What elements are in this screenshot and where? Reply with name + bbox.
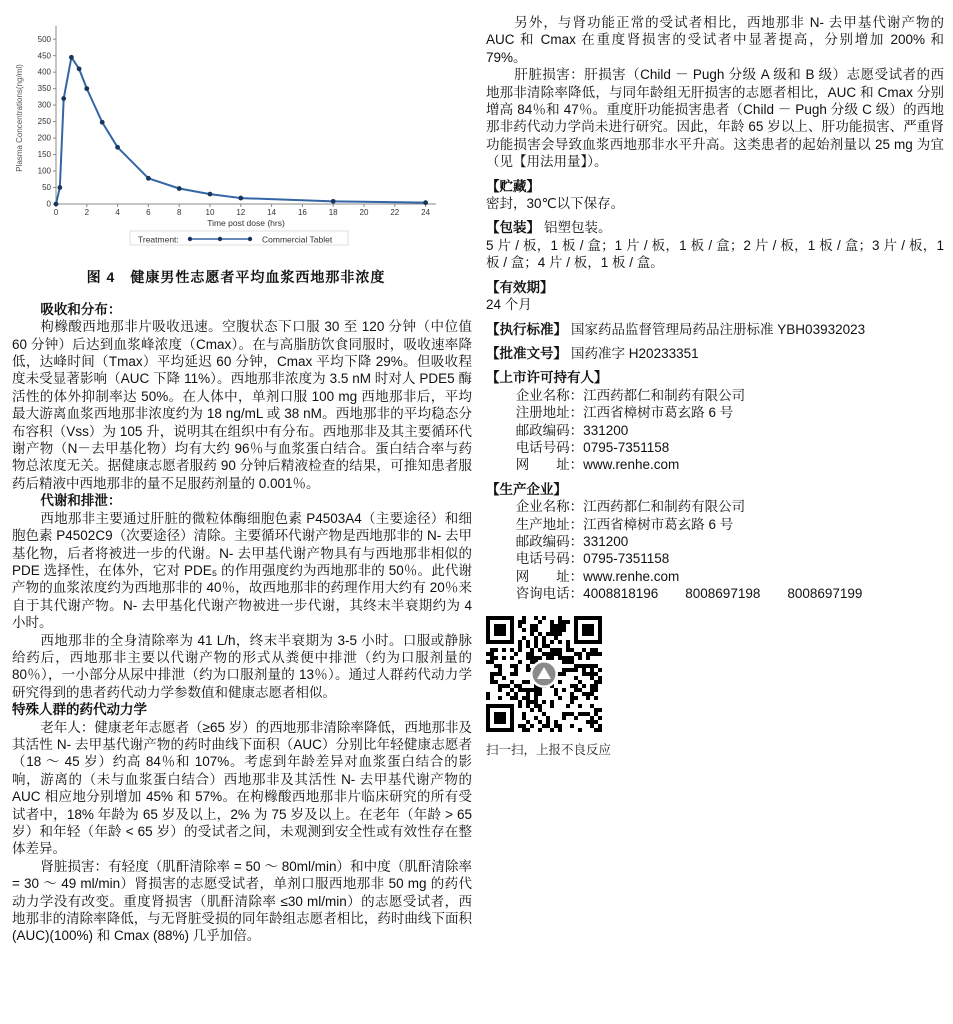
svg-text:12: 12 xyxy=(236,208,246,217)
holder-postal-code: 邮政编码：331200 xyxy=(515,422,629,438)
para-package-inline: 铝塑包装。 xyxy=(544,220,612,236)
svg-text:0: 0 xyxy=(53,208,59,217)
svg-text:Commercial Tablet: Commercial Tablet xyxy=(262,234,333,245)
heading-approval-line xyxy=(486,345,944,362)
heading-approval: 【批准文号】 xyxy=(486,345,567,361)
svg-text:20: 20 xyxy=(359,208,369,217)
svg-text:Plasma Concentrations(ng/ml): Plasma Concentrations(ng/ml) xyxy=(15,64,24,172)
qr-caption: 扫一扫，上报不良反应 xyxy=(486,743,612,757)
holder-phone: 电话号码：0795-7351158 xyxy=(515,439,670,455)
manufacturer-website: 网 址：www.renhe.com xyxy=(515,568,680,584)
svg-text:100: 100 xyxy=(37,166,51,176)
para-storage: 密封，30℃以下保存。 xyxy=(486,196,625,212)
svg-text:10: 10 xyxy=(205,208,215,217)
figure-4 xyxy=(12,18,460,287)
para-absorption: 枸橼酸西地那非片吸收迅速。空腹状态下口服 30 至 120 分钟（中位值 60 分钟）后达到血浆峰浓度（Cmax）。在与高脂肪饮食同服时，吸收速率降低，达峰时间（Tmax）平均延迟 60 分钟，Cmax 平均下降 29%。但吸收程度未受显著影响（AUC 下降 11%）。西地那非浓度为 3.5 nM 时对人 PDE5 酶活性的体外抑制率达 50%。在人体中，单剂口服 100 mg 西地那非后，平均最大游离血浆西地那非浓度约为 18 ng/mL 或 38 nM。西地那非的平均稳态分布容积（Vss）为 105 升，说明其在组织中有分布。西地那非及其主要循环代谢产物（N－去甲基化物）均有大约 96％与血浆蛋白结合。蛋白结合率与药物总浓度无关。据健康志愿者服药 90 分钟后精液检查的结果，可推知患者服药后精液中西地那非的量不足服药剂量的 0.001％。 xyxy=(12,319,472,491)
svg-text:150: 150 xyxy=(37,150,51,160)
qr-block xyxy=(486,616,944,760)
svg-text:14: 14 xyxy=(267,208,277,217)
svg-text:4: 4 xyxy=(115,208,120,217)
heading-license-holder: 【上市许可持有人】 xyxy=(486,370,608,386)
svg-text:250: 250 xyxy=(37,117,51,127)
heading-validity: 【有效期】 xyxy=(486,279,554,295)
svg-text:Treatment:: Treatment: xyxy=(138,234,179,245)
heading-standard-line xyxy=(486,321,944,338)
svg-text:18: 18 xyxy=(328,208,338,217)
manufacturer-company-name: 企业名称：江西药都仁和制药有限公司 xyxy=(515,499,746,515)
svg-text:6: 6 xyxy=(146,208,151,217)
chart-caption: 图 4 健康男性志愿者平均血浆西地那非浓度 xyxy=(86,269,386,286)
svg-text:8: 8 xyxy=(176,208,182,217)
svg-text:0: 0 xyxy=(46,199,51,209)
right-column xyxy=(486,14,944,759)
svg-text:500: 500 xyxy=(37,34,51,44)
heading-manufacturer: 【生产企业】 xyxy=(486,481,567,497)
heading-package-line xyxy=(486,219,944,236)
svg-text:22: 22 xyxy=(390,208,400,217)
svg-text:400: 400 xyxy=(37,67,51,77)
svg-text:2: 2 xyxy=(84,208,90,217)
svg-text:200: 200 xyxy=(37,133,51,143)
para-approval: 国药准字 H20233351 xyxy=(571,345,699,361)
para-metabolism-2: 西地那非的全身清除率为 41 L/h，终末半衰期为 3-5 小时。口服或静脉给药后，西地那非主要以代谢产物的形式从粪便中排泄（约为口服剂量的 80％），一小部分从尿中排泄（约为口服剂量的 13％）。通过人群药代动力学研究得到的患者药代动力学参数值和健康志愿者相似。 xyxy=(12,632,472,700)
svg-text:Time post dose (hrs): Time post dose (hrs) xyxy=(207,218,285,228)
para-validity: 24 个月 xyxy=(486,297,532,313)
manufacturer-postal-code: 邮政编码：331200 xyxy=(515,533,629,549)
svg-text:450: 450 xyxy=(37,51,51,61)
para-renal: 肾脏损害：有轻度（肌酐清除率 = 50 ～ 80ml/min）和中度（肌酐清除率 = 30 ～ 49 ml/min）肾损害的志愿受试者，单剂口服西地那非 50 mg 的药代动力学没有改变。重度肾损害（肌酐清除率 ≤30 ml/min）的志愿受试者，西地那非的清除率降低，与无肾脏受损的同年龄组志愿者相比，药时曲线下面积(AUC)(100%) 和 Cmax (88%) 几乎加倍。 xyxy=(12,858,472,944)
heading-storage: 【贮藏】 xyxy=(486,178,540,194)
heading-standard: 【执行标准】 xyxy=(486,321,567,337)
holder-company-name: 企业名称：江西药都仁和制药有限公司 xyxy=(515,387,746,403)
svg-text:16: 16 xyxy=(297,208,307,217)
left-column xyxy=(12,14,472,945)
svg-text:300: 300 xyxy=(37,100,51,110)
holder-website: 网 址：www.renhe.com xyxy=(515,457,680,473)
heading-special-populations: 特殊人群的药代动力学 xyxy=(12,702,147,718)
manufacturer-address: 生产地址：江西省樟树市葛玄路 6 号 xyxy=(515,516,734,532)
heading-metabolism: 代谢和排泄： xyxy=(40,493,122,509)
svg-text:24: 24 xyxy=(421,208,431,217)
para-package-detail: 5 片 / 板，1 板 / 盒；1 片 / 板，1 板 / 盒；2 片 / 板，1 板 / 盒；3 片 / 板，1 板 / 盒；4 片 / 板，1 板 / 盒。 xyxy=(486,237,944,271)
svg-text:350: 350 xyxy=(37,84,51,94)
para-standard: 国家药品监督管理局药品注册标准 YBH03932023 xyxy=(571,321,866,337)
svg-text:50: 50 xyxy=(42,183,51,193)
para-elderly: 老年人：健康老年志愿者（≥65 岁）的西地那非清除率降低，西地那非及其活性 N- 去甲基代谢产物的药时曲线下面积（AUC）分别比年轻健康志愿者（18 ～ 45 岁）约高 84％和 107%。考虑到年龄差异对血浆蛋白结合的影响，游离的（未与血浆蛋白结合）西地那非及其活性 N- 去甲基代谢产物的 AUC 相应地分别增加 45% 和 57%。在枸橼酸西地那非片临床研究的所有受试者中，18% 年龄为 65 岁及以上，2% 为 75 岁及以上。在老年（年龄 > 65 岁）和年轻（年龄 < 65 岁）的受试者之间，未观测到安全性或有效性存在整体差异。 xyxy=(12,719,472,857)
para-hepatic: 肝脏损害：肝损害（Child － Pugh 分级 A 级和 B 级）志愿受试者的西地那非清除率降低，与同年龄组无肝损害的志愿者相比，AUC 和 Cmax 分别增高 84％和 47％。重度肝功能损害患者（Child － Pugh 分级 C 级）的西地那非药代动力学尚未进行研究。因此，年龄 65 岁以上、肝功能损害、严重肾功能损害会导致血浆西地那非水平升高。这类患者的起始剂量以 25 mg 为宜（见【用法用量】）。 xyxy=(486,67,944,170)
qr-code xyxy=(486,616,602,732)
heading-package: 【包装】 xyxy=(486,220,540,236)
manufacturer-phone: 电话号码：0795-7351158 xyxy=(515,551,670,567)
para-metabolism-1: 西地那非主要通过肝脏的微粒体酶细胞色素 P4503A4（主要途径）和细胞色素 P4502C9（次要途径）清除。主要循环代谢产物是西地那非的 N- 去甲基化物，后者将被进一步的代谢。N- 去甲基代谢产物具有与西地那非相似的 PDE 选择性，在体外，它对 PDE₅ 的作用强度约为西地那非的 50％。此代谢产物的血浆浓度约为西地那非的 40％，故西地那非的药理作用大约有 20％来自于其代谢产物。N- 去甲基化代谢产物被进一步代谢，其终末半衰期约为 4 小时。 xyxy=(12,510,472,631)
para-renal-continued: 另外，与肾功能正常的受试者相比，西地那非 N- 去甲基代谢产物的 AUC 和 Cmax 在重度肾损害的受试者中显著提高，分别增加 200% 和 79%。 xyxy=(486,15,944,65)
heading-absorption: 吸收和分布： xyxy=(40,301,122,317)
holder-registered-address: 注册地址：江西省樟树市葛玄路 6 号 xyxy=(515,405,734,421)
manufacturer-hotline: 咨询电话：4008818196 8008697198 8008697199 xyxy=(515,586,863,602)
concentration-chart xyxy=(12,18,460,253)
